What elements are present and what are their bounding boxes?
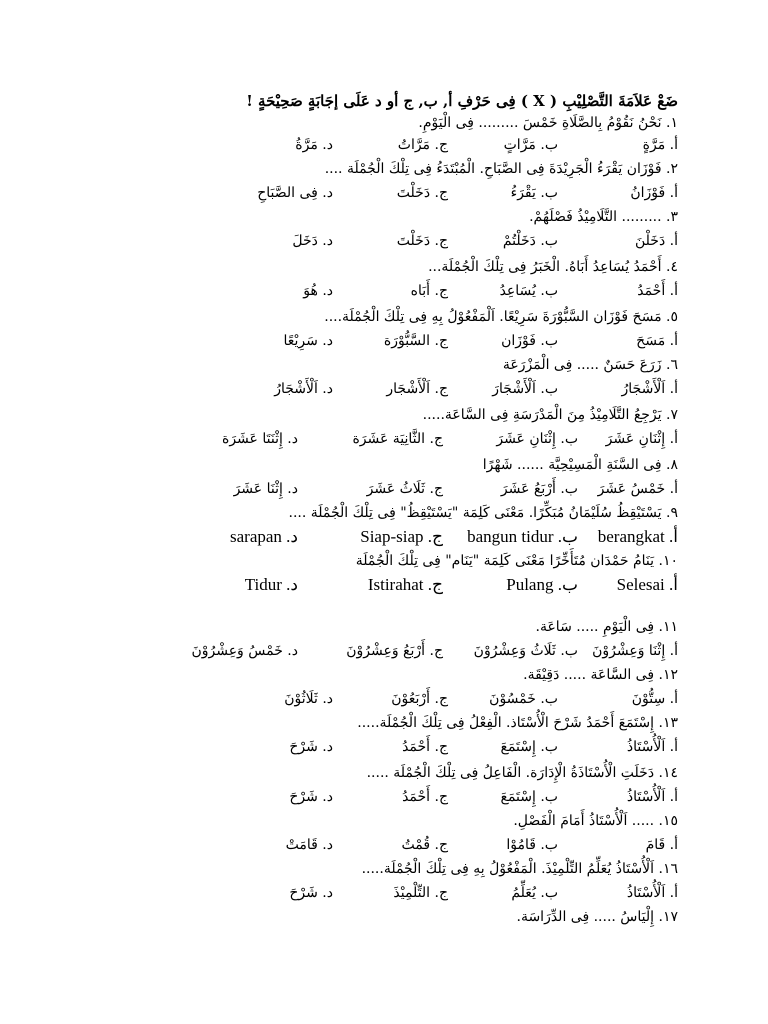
option-a: أ. مَسَحَ [636,333,678,349]
option-b: ب. يَقْرَءُ [510,185,558,201]
option-c: ج. دَخَلْتَ [396,233,448,249]
option-d: د. شَرْحَ [289,885,333,901]
option-d: د. اَلْأَشْجَارُ [274,381,333,397]
options-6 [90,378,678,400]
question-9: ٩. يَسْتَيْقِظُ سُلَيْمَانُ مُبَكِّرًا. مَعْنَى كَلِمَة "يَسْتَيْقِظُ" فِى تِلْكَ الْجُمْلَة .... [288,505,678,521]
instructions-heading: ضَعْ عَلاَمَةَ التَّصْلِيْبِ ( X ) فِى حَرْفِ أ, ب, ج أو د عَلَى إجَابَةٍ صَحِيْحَةٍ ! [246,92,678,110]
option-d: د. ثَلَاثُوْنَ [284,691,333,707]
option-a: أ. اَلْأُسْتَاذُ [626,739,678,755]
option-c: ج. أَرْبَعُ وَعِشْرُوْنَ [346,643,443,659]
option-d: د. إِثْنَتَا عَشَرَة [222,431,298,447]
question-13: ١٣. إِسْتَمَعَ أَحْمَدُ شَرْحَ الْأُسْتَاذ. الْفِعْلُ فِى تِلْكَ الْجُمْلَة..... [357,715,678,731]
option-b: ب. اَلْأَشْجَارَ [492,381,558,397]
options-7 [90,428,678,450]
options-14 [90,786,678,808]
options-8 [90,478,678,500]
options-1 [90,134,678,156]
option-a: أ. اَلْأُسْتَاذُ [626,789,678,805]
option-c: ج. أَرْبَعُوْنَ [391,691,448,707]
option-a: أ. مَرَّةٍ [642,137,678,153]
option-c: ج. أَحْمَدُ [402,739,448,755]
option-a: أ. berangkat [597,527,678,546]
option-b: ب. أَرْبَعُ عَشَرَ [500,481,578,497]
option-a: أ. اَلْأَشْجَارُ [621,381,678,397]
option-b: ب. مَرَّاتٍ [503,137,558,153]
question-14: ١٤. دَخَلَتِ الْأُسْتَاذَةُ الْإِدَارَة. الْفَاعِلُ فِى تِلْكَ الْجُمْلَة ..... [366,765,678,781]
option-d: د. دَخَلَ [292,233,333,249]
options-15 [90,834,678,856]
option-c: ج. التِّلْمِيْذَ [393,885,448,901]
option-d: د. إِثْنَا عَشَرَ [233,481,298,497]
options-11 [90,640,678,662]
options-5 [90,330,678,352]
question-6: ٦. زَرَعَ حَسَنٌ ..... فِى الْمَزْرَعَة [502,357,678,373]
options-9 [90,526,678,548]
option-d: د. سَرِيْعًا [283,333,333,349]
question-1: ١. نَحْنُ نَقُوْمُ بِالصَّلَاةِ خَمْسَ ......... فِى الْيَوْمِ. [418,115,678,131]
options-2 [90,182,678,204]
option-a: أ. فَوْزَانُ [630,185,678,201]
option-b: ب. قَامُوْا [506,837,558,853]
option-b: ب. إِسْتَمَعَ [500,789,558,805]
option-c: ج. ثَلَاثُ عَشَرَ [366,481,443,497]
option-d: د. فِى الصَّبَاحِ [257,185,333,201]
question-3: ٣. ......... التَّلَامِيْذُ فَصْلَهُمْ. [529,209,678,225]
option-d: د. قَامَتْ [285,837,333,853]
option-b: ب. يُسَاعِدُ [499,283,558,299]
option-b: ب. إِسْتَمَعَ [500,739,558,755]
option-d: د. مَرَّةُ [295,137,333,153]
option-a: أ. Selesai [616,575,678,594]
option-d: د. Tidur [244,575,298,594]
options-13 [90,736,678,758]
options-3 [90,230,678,252]
option-a: أ. إِثْنَانِ عَشَرَ [605,431,678,447]
option-c: ج. أَبَاه [410,283,448,299]
question-5: ٥. مَسَحَ فَوْزَان السَّبُّوْرَةَ سَرِيْعًا. اَلْمَفْعُوْلُ بِهِ فِى تِلْكَ الْجُمْلَة.... [324,309,678,325]
option-b: ب. Pulang [506,575,578,594]
option-c: ج. الثَّانِيَة عَشَرَة [352,431,443,447]
option-a: أ. أَحْمَدُ [637,283,678,299]
question-2: ٢. فَوْزَان يَقْرَءُ الْجَرِيْدَةَ فِى الصَّبَاحِ. الْمُبْتَدَءُ فِى تِلْكَ الْجُمْلَة .... [324,161,678,177]
option-a: أ. إِثْنَا وَعِشْرُوْنَ [592,643,678,659]
options-10 [90,574,678,596]
option-d: د. شَرْحَ [289,789,333,805]
option-c: ج. أَحْمَدُ [402,789,448,805]
question-15: ١٥. ..... اَلْأُسْتَاذُ أَمَامَ الْفَصْلِ. [513,813,678,829]
question-17: ١٧. إِلْيَاسُ ..... فِى الدِّرَاسَة. [516,909,678,925]
option-a: أ. خَمْسُ عَشَرَ [597,481,678,497]
option-d: د. خَمْسُ وَعِشْرُوْنَ [191,643,298,659]
option-c: ج. Siap-siap [360,527,443,546]
option-d: د. شَرْحَ [289,739,333,755]
option-c: ج. السَّبُّوْرَة [383,333,448,349]
option-d: د. هُوَ [303,283,333,299]
option-b: ب. يُعَلِّمُ [511,885,558,901]
option-b: ب. دَخَلْتُمْ [502,233,558,249]
option-b: ب. إِثْنَانِ عَشَرَ [496,431,578,447]
question-16: ١٦. اَلْأُسْتَاذُ يُعَلِّمُ التِّلْمِيْذَ. الْمَفْعُوْلُ بِهِ فِى تِلْكَ الْجُمْلَة..... [361,861,678,877]
option-c: ج. Istirahat [367,575,443,594]
option-b: ب. خَمْسُوْنَ [489,691,558,707]
options-12 [90,688,678,710]
option-a: أ. دَخَلْنَ [635,233,678,249]
option-c: ج. مَرَّاتُ [397,137,448,153]
option-c: ج. قُمْتُ [401,837,448,853]
question-12: ١٢. فِى السَّاعَة ..... دَقِيْقَة. [523,667,678,683]
option-b: ب. ثَلَاثُ وَعِشْرُوْنَ [473,643,578,659]
option-d: د. sarapan [230,527,298,546]
option-c: ج. اَلْأَشْجَار [386,381,448,397]
question-7: ٧. يَرْجِعُ التَّلَامِيْذُ مِنَ الْمَدْرَسَةِ فِى السَّاعَة..... [422,407,678,423]
options-4 [90,280,678,302]
option-c: ج. دَخَلْتَ [396,185,448,201]
question-10: ١٠. يَنَامُ حَمْدَان مُتَأَخِّرًا مَعْنَى كَلِمَة "يَنَام" فِى تِلْكَ الْجُمْلَة [355,553,678,569]
question-8: ٨. فِى السَّنَةِ الْمَسِيْحِيَّة ...... شَهْرًا [482,457,678,473]
option-a: أ. اَلْأُسْتَاذُ [626,885,678,901]
option-b: ب. bangun tidur [467,527,578,546]
options-16 [90,882,678,904]
option-a: أ. سِتُّوْنَ [631,691,678,707]
question-11: ١١. فِى الْيَوْمِ ..... سَاعَة. [535,619,678,635]
option-a: أ. قَامَ [645,837,678,853]
question-4: ٤. أَحْمَدُ يُسَاعِدُ أَبَاهُ. الْخَبَرُ فِى تِلْكَ الْجُمْلَة... [428,259,678,275]
option-b: ب. فَوْزَان [501,333,558,349]
